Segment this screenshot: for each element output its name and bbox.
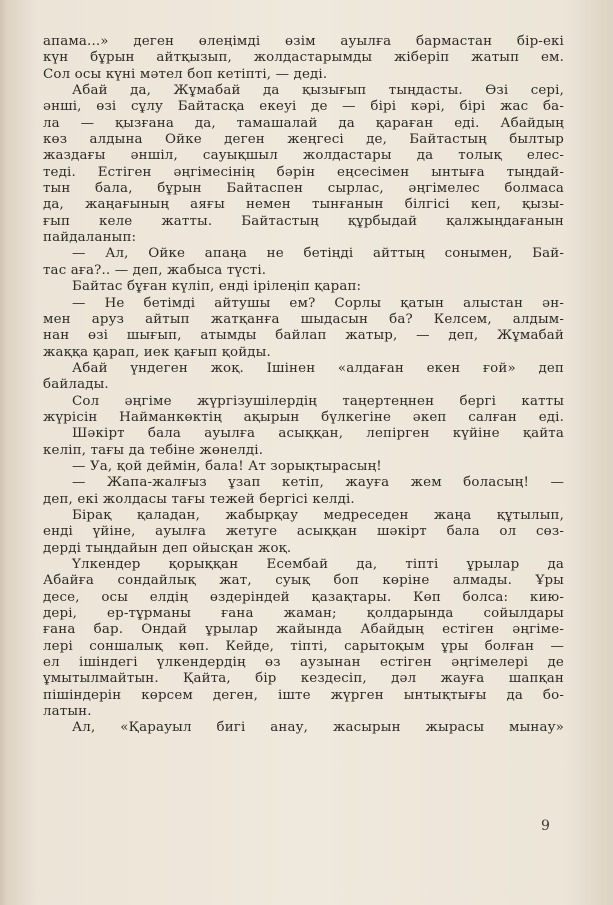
page-number: 9 (541, 818, 550, 834)
text-line: енді үйіне, ауылға жетуге асыққан шәкірт бала ол сөз- (43, 524, 564, 540)
text-line: лері соншалық көп. Кейде, тіпті, сарытоқым ұры болған — (43, 638, 564, 654)
text-line: Сол осы күні мәтел боп кетіпті, — деді. (43, 66, 328, 82)
text-line: Үлкендер қорыққан Есембай да, тіпті ұрылар да (72, 557, 564, 572)
text-line: Шәкірт бала ауылға асыққан, лепірген күйіне қайта (72, 426, 564, 442)
text-line: десе, осы елдің өздеріндей қазақтары. Көп болса: кию- (43, 589, 564, 605)
text-line: ел ішіндегі үлкендердің өз аузынан естіген әңгімелері де (43, 655, 564, 671)
text-line: нан өзі шығып, атымды байлап жатыр, — деп, Жұмабай (43, 328, 564, 344)
text-line: Сол әңгіме жүргізушілердің таңертеңнен бергі катты (72, 393, 564, 409)
text-line: латын. (43, 704, 92, 720)
text-line: Абай да, Жұмабай да қызығып тыңдасты. Өзі сері, (72, 83, 564, 99)
text-line: келіп, тағы да тебіне жөнелді. (43, 442, 264, 458)
text-line: — Жапа-жалғыз ұзап кетіп, жауға жем боласың! — (72, 475, 564, 491)
text-line: — Уа, қой деймін, бала! Ат зорықтырасың! (72, 458, 382, 474)
text-line: теді. Естіген әңгімесінің бәрін еңсесімен ынтыға тыңдай- (43, 164, 564, 180)
text-line: Байтас бұған күліп, енді ірілеңіп қарап: (72, 279, 362, 295)
text-line: ғып келе жатты. Байтастың құрбыдай қалжыңдағанын (43, 213, 564, 229)
page-gutter-shadow (0, 0, 6, 905)
text-line: мен аруз айтып жатқанға шыдасын ба? Келсем, алдым- (43, 311, 564, 327)
text-line: жаққа қарап, иек қағып қойды. (43, 344, 271, 360)
text-line: көз алдына Ойке деген жеңгесі де, Байтастың былтыр (43, 132, 564, 148)
text-line: — Не бетімді айтушы ем? Сорлы қатын алыстан ән- (72, 295, 564, 311)
text-line: деп, екі жолдасы тағы тежей бергісі келді. (43, 491, 355, 507)
body-text (43, 34, 564, 737)
text-line: — Ал, Ойке апаңа не бетіңді айттың сонымен, Бай- (72, 246, 564, 262)
text-line: ла — қызғана да, тамашалай да қараған еді. Абайдың (43, 115, 564, 131)
text-line: жүрісін Найманкөктің ақырын бүлкегіне әкеп салған еді. (43, 409, 564, 425)
text-line: Ал, «Қарауыл бигі анау, жасырын жырасы мынау» (72, 720, 564, 736)
text-line: Абайға сондайлық жат, суық боп көріне алмады. Ұры (43, 573, 564, 589)
text-line: дері, ер-тұрманы ғана жаман; қолдарында сойылдары (43, 606, 564, 622)
text-line: күн бұрын айтқызып, жолдастарымды жіберіп жатып ем. (43, 50, 564, 66)
text-line: байлады. (43, 377, 109, 393)
text-line: апама...» деген өлеңімді өзім ауылға бармастан бір-екі (43, 34, 564, 49)
text-line: ұмытылмайтын. Қайта, бір кездесіп, дәл жауға шапқан (43, 671, 564, 687)
text-line: тас аға?.. — деп, жабыса түсті. (43, 262, 267, 278)
text-line: ғана бар. Ондай ұрылар жайында Абайдың естіген әңгіме- (43, 622, 564, 638)
text-line: Бірақ қаладан, жабырқау медреседен жаңа құтылып, (72, 507, 564, 523)
text-line: тын бала, бұрын Байтаспен сырлас, әңгімелес болмаса (43, 181, 564, 197)
text-line: жаздағы әншіл, сауықшыл жолдастары да толық елес- (43, 148, 564, 164)
text-line: пішіндерін көрсем деген, іште жүрген ынтықтығы да бо- (43, 687, 564, 703)
text-line: дерді тыңдайын деп ойысқан жоқ. (43, 540, 292, 556)
text-line: да, жаңағының аяғы немен тынғанын білгісі кеп, қызы- (43, 197, 564, 213)
text-line: пайдаланып: (43, 230, 137, 246)
text-line: Абай үндеген жоқ. Ішінен «алдаған екен ғой» деп (72, 360, 564, 376)
text-line: әнші, өзі сұлу Байтасқа екеуі де — бірі кәрі, бірі жас ба- (43, 99, 564, 115)
